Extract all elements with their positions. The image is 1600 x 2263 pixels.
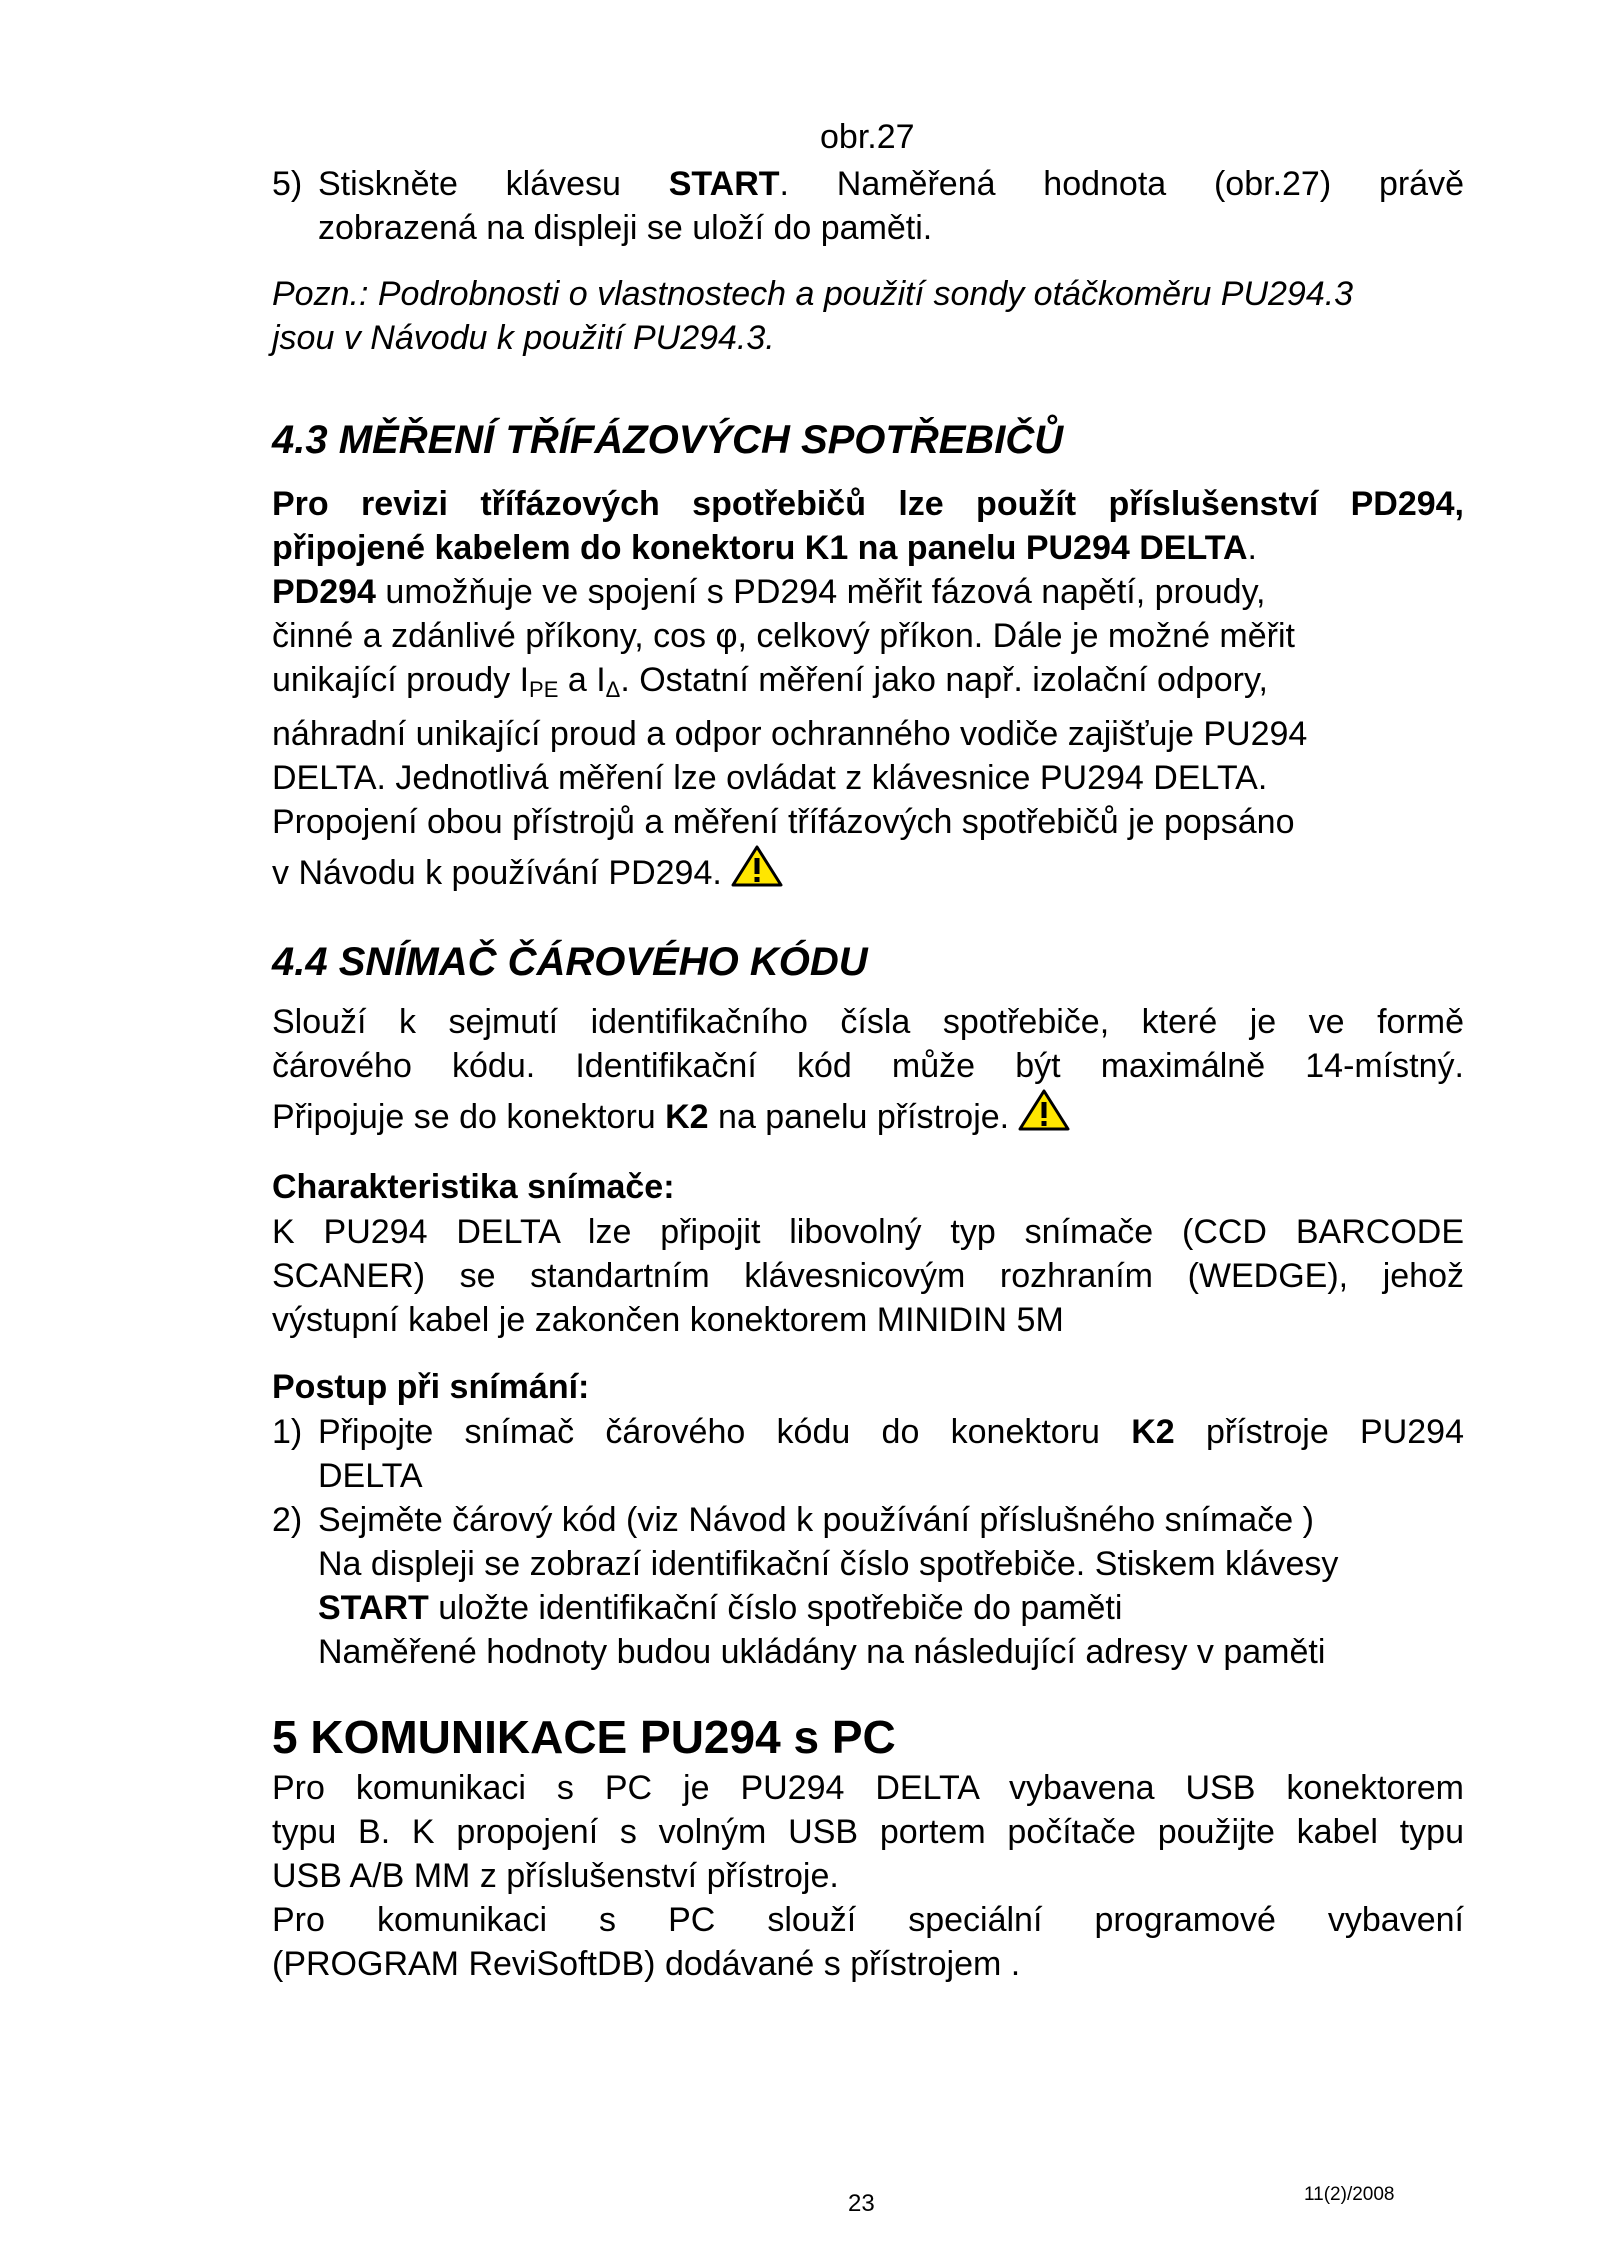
section-5-heading: 5 KOMUNIKACE PU294 s PC [272, 1711, 896, 1763]
characteristics-line-1: K PU294 DELTA lze připojit libovolný typ snímače (CCD BARCODE [272, 1213, 1464, 1251]
step-5-number: 5) [272, 165, 303, 203]
step-2-number: 2) [272, 1501, 303, 1539]
k2-label: K2 [665, 1098, 709, 1136]
line-3-text: umožňuje ve spojení s PD294 měřit fázová napětí, proudy, [375, 573, 1266, 611]
line-5-a: unikající proudy I [272, 661, 530, 699]
page-number: 23 [848, 2190, 875, 2217]
step-2-line-2: Na displeji se zobrazí identifikační číslo spotřebiče. Stiskem klávesy [318, 1545, 1339, 1583]
section-4-3-line-6: náhradní unikající proud a odpor ochranného vodiče zajišťuje PU294 [272, 715, 1308, 753]
step-1-k2-label: K2 [1131, 1413, 1175, 1451]
pd294-label: PD294 [272, 573, 376, 611]
step-1-text-c: přístroje PU294 [1174, 1413, 1465, 1451]
note [272, 272, 1464, 360]
section-4-4-heading: 4.4 SNÍMAČ ČÁROVÉHO KÓDU [272, 940, 868, 984]
section-5-line-4: Pro komunikaci s PC slouží speciální programové vybavení [272, 1901, 1464, 1939]
section-4-4-line-2: čárového kódu. Identifikační kód může být maximálně 14-místný. [272, 1047, 1464, 1085]
note-line-1: Pozn.: Podrobnosti o vlastnostech a použití sondy otáčkoměru PU294.3 [272, 275, 1354, 313]
step-5 [272, 162, 1464, 206]
step-5-text-end: . Naměřená hodnota (obr.27) právě [779, 165, 1464, 203]
step-2-line-4: Naměřené hodnoty budou ukládány na následující adresy v paměti [318, 1633, 1326, 1671]
step-5-line-1 [272, 162, 1464, 206]
figure-caption: obr.27 [820, 118, 915, 156]
section-4-3-bold-line-2 [272, 526, 1464, 570]
section-4-3-line-9 [272, 844, 1464, 899]
procedure-step-1 [272, 1410, 1464, 1454]
line-5-c: . Ostatní měření jako např. izolační odpory, [620, 661, 1268, 699]
section-4-3-line-7: DELTA. Jednotlivá měření lze ovládat z klávesnice PU294 DELTA. [272, 759, 1268, 797]
warning-triangle-icon [1017, 1088, 1071, 1143]
procedure-heading: Postup při snímání: [272, 1368, 590, 1406]
bold-line-2-period: . [1247, 529, 1257, 567]
step-2-start-label: START [318, 1589, 429, 1627]
section-4-4-line-1: Slouží k sejmutí identifikačního čísla spotřebiče, které je ve formě [272, 1003, 1464, 1041]
section-4-4-line-3 [272, 1088, 1464, 1143]
section-5-body [272, 1766, 1464, 1986]
bold-line-2-text: připojené kabelem do konektoru K1 na panelu PU294 DELTA [272, 529, 1248, 567]
procedure-step-2 [272, 1498, 1314, 1542]
line-3-a: Připojuje se do konektoru [272, 1098, 666, 1136]
characteristics-line-3: výstupní kabel je zakončen konektorem MINIDIN 5M [272, 1301, 1064, 1339]
step-2-line-1: Sejměte čárový kód (viz Návod k používání příslušného snímače ) [318, 1501, 1314, 1539]
characteristics-heading: Charakteristika snímače: [272, 1168, 675, 1206]
line-9-text: v Návodu k používání PD294. [272, 854, 722, 892]
procedure-step-2-body [318, 1542, 1464, 1674]
characteristics-line-2: SCANER) se standartním klávesnicovým rozhraním (WEDGE), jehož [272, 1257, 1464, 1295]
section-5-line-5: (PROGRAM ReviSoftDB) dodávané s přístrojem . [272, 1945, 1021, 1983]
section-5-line-3: USB A/B MM z příslušenství přístroje. [272, 1857, 839, 1895]
delta-subscript: Δ [605, 677, 621, 702]
note-line-2: jsou v Návodu k použití PU294.3. [272, 319, 775, 357]
step-1-number: 1) [272, 1413, 303, 1451]
section-4-3-line-8: Propojení obou přístrojů a měření třífázových spotřebičů je popsáno [272, 803, 1295, 841]
step-2-line-3 [318, 1586, 1464, 1630]
revision-date: 11(2)/2008 [1304, 2184, 1395, 2205]
line-3-c: na panelu přístroje. [708, 1098, 1010, 1136]
section-5-line-2: typu B. K propojení s volným USB portem počítače použijte kabel typu [272, 1813, 1464, 1851]
section-4-3-heading: 4.3 MĚŘENÍ TŘÍFÁZOVÝCH SPOTŘEBIČŮ [272, 418, 1064, 462]
procedure-step-1-line-1 [272, 1410, 1464, 1454]
section-4-4-body [272, 1000, 1464, 1143]
characteristics-body [272, 1210, 1464, 1342]
step-5-line-2: zobrazená na displeji se uloží do paměti. [318, 209, 933, 247]
warning-triangle-icon [730, 844, 784, 899]
pe-subscript: PE [529, 677, 559, 702]
section-4-3-bold-line-1: Pro revizi třífázových spotřebičů lze použít příslušenství PD294, [272, 485, 1464, 523]
section-4-3-line-3 [272, 570, 1464, 614]
procedure-step-1-line-2: DELTA [318, 1457, 423, 1495]
section-4-3-line-5 [272, 658, 1464, 712]
start-key-label: START [668, 165, 780, 203]
step-1-text-a: Připojte snímač čárového kódu do konektoru [318, 1413, 1132, 1451]
step-5-text: Stiskněte klávesu [318, 165, 669, 203]
section-4-3-body [272, 482, 1464, 899]
step-2-line-3-text: uložte identifikační číslo spotřebiče do paměti [428, 1589, 1123, 1627]
section-4-3-line-4: činné a zdánlivé příkony, cos φ, celkový příkon. Dále je možné měřit [272, 617, 1295, 655]
line-5-b: a I [558, 661, 606, 699]
section-5-line-1: Pro komunikaci s PC je PU294 DELTA vybavena USB konektorem [272, 1769, 1464, 1807]
